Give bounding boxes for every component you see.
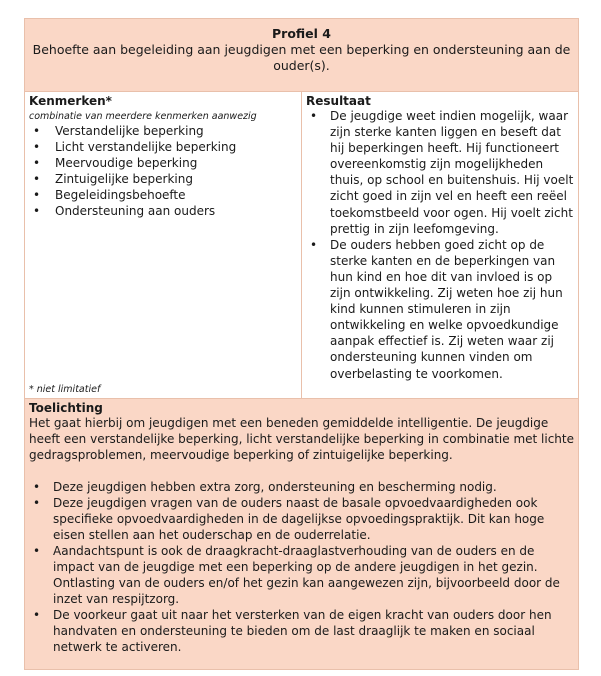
toelichting-list [29,479,574,655]
list-item: • Deze jeugdigen hebben extra zorg, ondersteuning en bescherming nodig. [29,479,574,495]
resultaat-cell [302,92,578,398]
resultaat-heading: Resultaat [306,94,371,108]
profile-middle-row [24,92,579,398]
list-item: • Deze jeugdigen vragen van de ouders naast de basale opvoedvaardigheden ook specifieke opvoedvaardigheden in de dagelijkse opvoedingspraktijk. Dit kan hoge eisen stellen aan het ouderschap en de ouderrelatie. [29,495,574,543]
profile-table [24,18,579,670]
kenmerken-list [29,123,297,219]
kenmerken-cell [25,92,302,398]
list-item: • Licht verstandelijke beperking [29,139,297,155]
list-item: • Aandachtspunt is ook de draagkracht-draaglastverhouding van de ouders en de impact van de jeugdige met een beperking op de andere jeugdigen in het gezin. Ontlasting van de ouders en/of het gezin kan aangewezen zijn, bijvoorbeeld door de inzet van respijtzorg. [29,543,574,607]
list-item: • Zintuigelijke beperking [29,171,297,187]
resultaat-list [306,108,574,382]
kenmerken-note: combinatie van meerdere kenmerken aanwezig [29,111,257,122]
list-item: • De ouders hebben goed zicht op de sterke kanten en de beperkingen van hun kind en hoe dit van invloed is op zijn ontwikkeling. Zij weten hoe zij hun kind kunnen stimuleren in zijn ontwikkeling en welke opvoedkundige aanpak effectief is. Zij weten waar zij ondersteuning kunnen vinden om overbelasting te voorkomen. [306,237,574,382]
list-item: • Meervoudige beperking [29,155,297,171]
profile-header [24,18,579,92]
toelichting-heading: Toelichting [29,401,103,415]
kenmerken-heading: Kenmerken* [29,94,112,108]
list-item: • De voorkeur gaat uit naar het versterken van de eigen kracht van ouders door hen handvaten en ondersteuning te bieden om de last draaglijk te maken en sociaal netwerk te activeren. [29,607,574,655]
list-item: • De jeugdige weet indien mogelijk, waar zijn sterke kanten liggen en beseft dat hij beperkingen heeft. Hij functioneert overeenkomstig zijn mogelijkheden thuis, op school en buitenshuis. Hij voelt zicht goed in zijn vel en heeft een reëel toekomstbeeld voor ogen. Hij voelt zicht prettig in zijn leefomgeving. [306,108,574,237]
toelichting-intro: Het gaat hierbij om jeugdigen met een beneden gemiddelde intelligentie. De jeugdige heeft een verstandelijke beperking, licht verstandelijke beperking in combinatie met lichte gedragsproblemen, meervoudige beperking of zintuigelijke beperking. [29,416,574,462]
toelichting-cell [24,398,579,670]
list-item: • Verstandelijke beperking [29,123,297,139]
profile-subtitle: Behoefte aan begeleiding aan jeugdigen met een beperking en ondersteuning aan de ouder(s). [32,42,571,73]
profile-title: Profiel 4 [272,26,331,41]
list-item: • Begeleidingsbehoefte [29,187,297,203]
list-item: • Ondersteuning aan ouders [29,203,297,219]
kenmerken-footnote: * niet limitatief [29,384,101,395]
